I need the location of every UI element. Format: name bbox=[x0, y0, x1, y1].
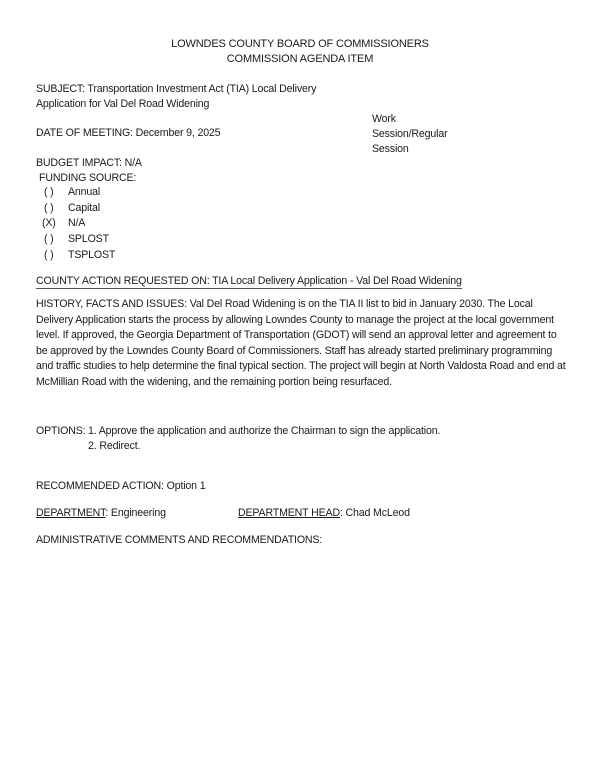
budget-impact: BUDGET IMPACT: N/A bbox=[36, 157, 142, 169]
option-item-2: 2. Redirect. bbox=[88, 440, 141, 452]
document-subtitle: COMMISSION AGENDA ITEM bbox=[226, 53, 374, 65]
document-title: LOWNDES COUNTY BOARD OF COMMISSIONERS bbox=[171, 38, 429, 50]
session-type-line-1: Work bbox=[372, 113, 396, 125]
option-item-1: 1. Approve the application and authorize the Chairman to sign the application. bbox=[88, 425, 441, 437]
options-label: OPTIONS: bbox=[36, 425, 86, 437]
checkbox-mark: ( ) bbox=[44, 202, 54, 214]
checkbox-mark-checked: (X) bbox=[42, 217, 56, 229]
funding-source-label: FUNDING SOURCE: bbox=[39, 172, 137, 184]
subject-line-2: Application for Val Del Road Widening bbox=[36, 98, 210, 110]
recommended-action: RECOMMENDED ACTION: Option 1 bbox=[36, 480, 206, 492]
funding-option-label: Capital bbox=[68, 202, 100, 214]
department-label: DEPARTMENT bbox=[36, 507, 106, 519]
county-action-requested: COUNTY ACTION REQUESTED ON: TIA Local Delivery Application - Val Del Road Widening bbox=[36, 275, 462, 287]
department-head-label: DEPARTMENT HEAD bbox=[238, 507, 340, 519]
administrative-comments-label: ADMINISTRATIVE COMMENTS AND RECOMMENDATIONS: bbox=[36, 534, 323, 546]
checkbox-mark: ( ) bbox=[44, 233, 54, 245]
funding-option-capital bbox=[44, 201, 100, 216]
history-facts-issues: HISTORY, FACTS AND ISSUES: Val Del Road Widening is on the TIA II list to bid in January 2030. The Local Delivery Application starts the process by allowing Lowndes County to manage the project at the local government level. If approved, the Georgia Department of Transportation (GDOT) will send an approval letter and agreement to be approved by the Lowndes County Board of Commissioners. Staff has already started preliminary programming and traffic studies to help determine the final typical section. The project will begin at North Valdosta Road and end at McMillian Road with the widening, and the remaining portion being resurfaced. bbox=[36, 298, 566, 388]
funding-option-label: SPLOST bbox=[68, 233, 109, 245]
meeting-date: DATE OF MEETING: December 9, 2025 bbox=[36, 127, 221, 139]
session-type-line-3: Session bbox=[372, 143, 409, 155]
funding-option-na bbox=[42, 216, 85, 231]
funding-option-label: TSPLOST bbox=[68, 249, 116, 261]
funding-option-label: Annual bbox=[68, 186, 101, 198]
funding-option-annual bbox=[44, 185, 100, 200]
department-value: : Engineering bbox=[105, 507, 166, 519]
department bbox=[36, 506, 166, 521]
funding-option-label: N/A bbox=[68, 217, 86, 229]
checkbox-mark: ( ) bbox=[44, 186, 54, 198]
session-type-line-2: Session/Regular bbox=[372, 128, 448, 140]
checkbox-mark: ( ) bbox=[44, 249, 54, 261]
department-head bbox=[238, 506, 410, 521]
section-divider bbox=[36, 288, 462, 289]
department-head-value: : Chad McLeod bbox=[339, 507, 410, 519]
subject-line-1: SUBJECT: Transportation Investment Act (TIA) Local Delivery bbox=[36, 83, 317, 95]
funding-option-splost bbox=[44, 232, 109, 247]
funding-option-tsplost bbox=[44, 248, 115, 263]
